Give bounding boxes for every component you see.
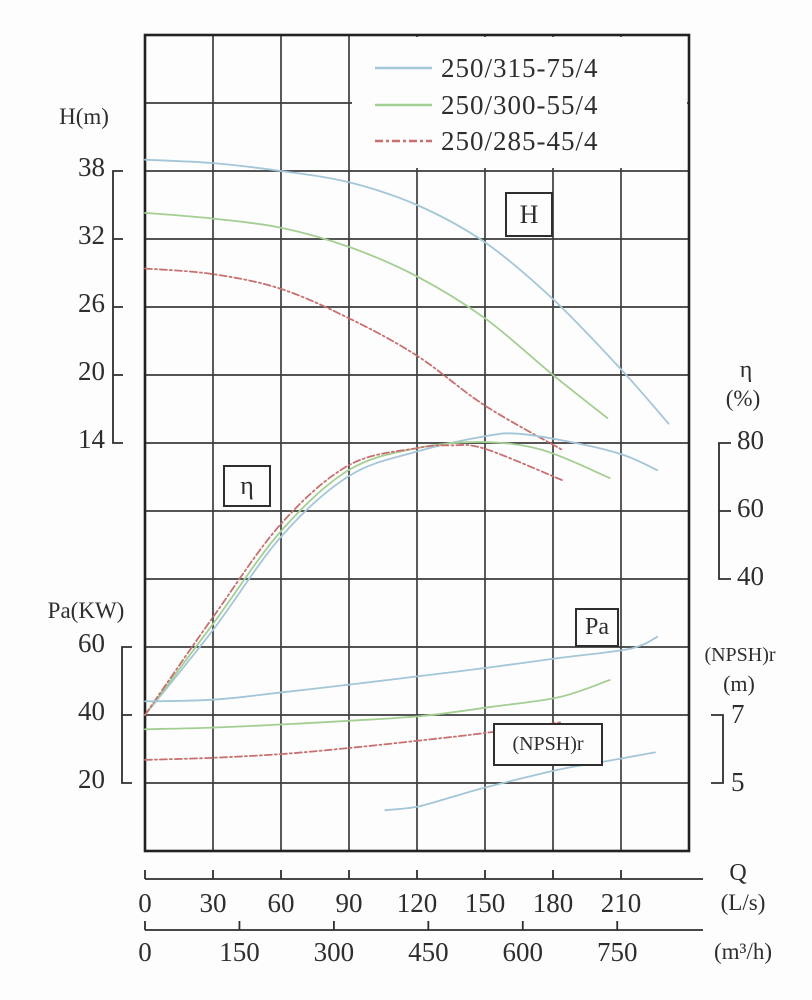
curve-label-box-power: Pa (575, 608, 619, 647)
h-axis-tick: 32 (78, 220, 105, 250)
axis-title-flow: Q (729, 860, 747, 886)
q-m3h-tick-label: 750 (596, 937, 638, 967)
q-ls-tick-label: 90 (335, 888, 363, 918)
h-axis-tick: 26 (78, 288, 105, 318)
axis-title-power: Pa(KW) (47, 598, 125, 623)
q-ls-tick-label: 150 (464, 888, 506, 918)
q-ls-tick-label: 120 (396, 888, 438, 918)
q-ls-tick-label: 30 (199, 888, 227, 918)
axis-bracket (113, 171, 123, 443)
axis-title-efficiency: η (739, 357, 753, 383)
curve-eta-red (145, 445, 562, 715)
curve-H-green (145, 213, 607, 418)
q-m3h-tick-label: 150 (219, 937, 260, 967)
pa-axis-tick: 20 (78, 764, 105, 794)
eta-axis-tick: 40 (737, 561, 764, 591)
legend-label: 250/285-45/4 (441, 126, 599, 156)
axis-bracket (719, 443, 731, 579)
axis-unit-flow-m3h: (m³/h) (714, 939, 772, 964)
q-m3h-tick-label: 0 (138, 937, 152, 967)
curve-H-red (145, 269, 562, 450)
axis-bracket (122, 647, 132, 783)
q-m3h-tick-label: 450 (408, 937, 449, 967)
eta-axis-tick: 80 (737, 425, 764, 455)
axis-title-npsh: (NPSH)r (704, 644, 776, 666)
pa-axis-tick: 40 (78, 696, 105, 726)
npsh-axis-tick: 7 (731, 699, 745, 729)
axis-unit-flow-ls: (L/s) (720, 890, 766, 915)
q-ls-tick-label: 180 (532, 888, 574, 918)
curve-label-box-head: H (505, 192, 553, 237)
curve-label-box-efficiency: η (223, 465, 271, 507)
q-m3h-tick-label: 600 (502, 937, 544, 967)
q-ls-tick-label: 0 (138, 888, 152, 918)
eta-axis-tick: 60 (737, 493, 764, 523)
npsh-axis-tick: 5 (731, 767, 745, 797)
curve-label-box-npsh: (NPSH)r (493, 723, 603, 766)
axis-unit-efficiency: (%) (725, 386, 761, 411)
h-axis-tick: 38 (78, 152, 105, 182)
q-ls-tick-label: 60 (267, 888, 295, 918)
h-axis-tick: 20 (78, 356, 105, 386)
legend-label: 250/300-55/4 (441, 90, 599, 120)
axis-title-head: H(m) (59, 104, 109, 129)
h-axis-tick: 14 (78, 424, 105, 454)
axis-unit-npsh: (m) (723, 671, 755, 696)
curve-Pa-green (145, 680, 610, 729)
q-m3h-tick-label: 300 (313, 937, 355, 967)
axis-bracket (711, 715, 723, 783)
pa-axis-tick: 60 (78, 628, 105, 658)
q-ls-tick-label: 210 (600, 888, 642, 918)
curve-eta-blue (145, 433, 657, 715)
curve-H-blue (145, 160, 669, 424)
legend-label: 250/315-75/4 (441, 53, 599, 83)
